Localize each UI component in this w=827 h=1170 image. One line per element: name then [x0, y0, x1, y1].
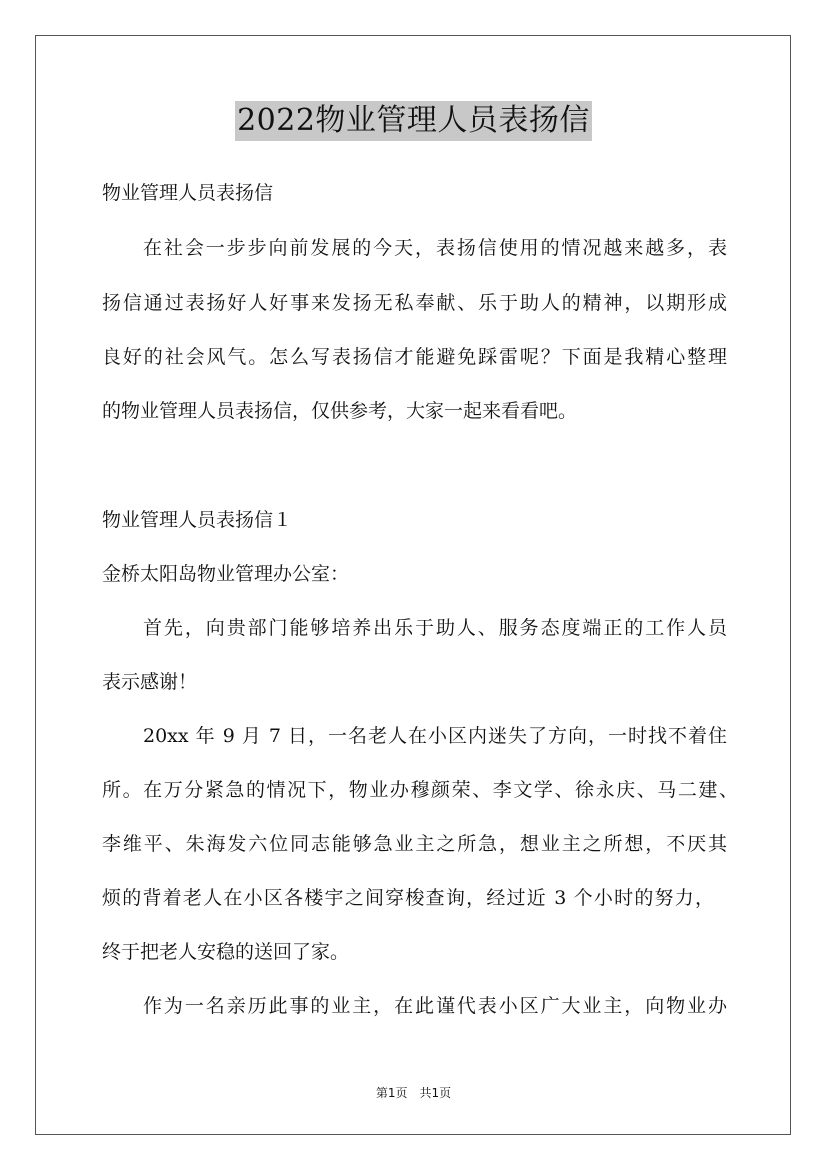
para2-line-3: 李维平、朱海发六位同志能够急业主之所急，想业主之所想，不厌其 — [102, 833, 727, 855]
document-title: 2022物业管理人员表扬信 — [235, 101, 592, 141]
page-footer: 第1页 共1页 — [375, 1086, 452, 1100]
title-container — [0, 101, 827, 141]
para2-line-2: 所。在万分紧急的情况下，物业办穆颜荣、李文学、徐永庆、马二建、 — [102, 779, 738, 801]
intro-line-1: 在社会一步步向前发展的今天，表扬信使用的情况越来越多，表 — [143, 237, 727, 259]
para2-line-5: 终于把老人安稳的送回了家。 — [102, 941, 350, 963]
intro-line-3: 良好的社会风气。怎么写表扬信才能避免踩雷呢？下面是我精心整理 — [102, 346, 727, 368]
letter-heading: 物业管理人员表扬信１ — [102, 509, 293, 531]
para1-line-2: 表示感谢！ — [102, 671, 198, 693]
para2-line-4: 烦的背着老人在小区各楼宇之间穿梭查询，经过近 3 个小时的努力， — [102, 887, 714, 909]
intro-line-2: 扬信通过表扬好人好事来发扬无私奉献、乐于助人的精神，以期形成 — [102, 292, 727, 314]
para1-line-1: 首先，向贵部门能够培养出乐于助人、服务态度端正的工作人员 — [143, 617, 727, 639]
letter-recipient: 金桥太阳岛物业管理办公室： — [102, 563, 350, 585]
section-heading: 物业管理人员表扬信 — [102, 182, 274, 204]
para3-line-1: 作为一名亲历此事的业主，在此谨代表小区广大业主，向物业办 — [143, 995, 727, 1017]
para2-line-1: 20xx 年 9 月 7 日，一名老人在小区内迷失了方向，一时找不着住 — [143, 725, 727, 747]
intro-line-4: 的物业管理人员表扬信，仅供参考，大家一起来看看吧。 — [102, 400, 578, 422]
